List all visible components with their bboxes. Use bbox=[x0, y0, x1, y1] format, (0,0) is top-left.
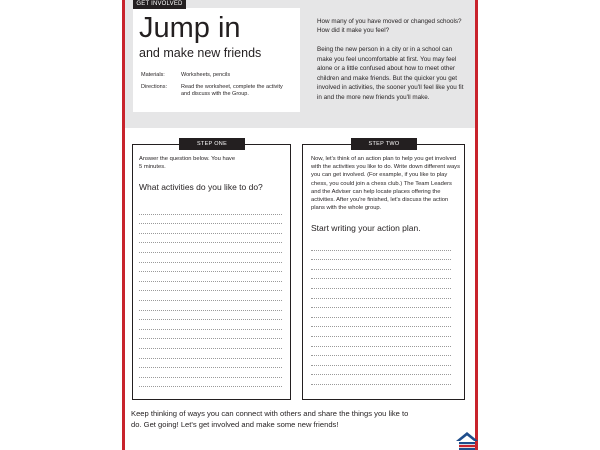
writing-line[interactable] bbox=[139, 349, 282, 359]
step-two-box bbox=[302, 141, 465, 400]
writing-line[interactable] bbox=[311, 279, 451, 289]
page-title: Jump in bbox=[139, 12, 241, 44]
step-one-instructions: Answer the question below. You have 5 minutes. bbox=[139, 156, 236, 171]
writing-line[interactable] bbox=[139, 282, 282, 292]
step-two-prompt: Start writing your action plan. bbox=[311, 223, 421, 233]
step-two-label: STEP TWO bbox=[351, 138, 417, 150]
writing-line[interactable] bbox=[139, 224, 282, 234]
directions-value: Read the worksheet, complete the activity and discuss with the Group. bbox=[181, 84, 283, 97]
writing-line[interactable] bbox=[139, 368, 282, 378]
writing-line[interactable] bbox=[139, 320, 282, 330]
closing-message: Keep thinking of ways you can connect with others and share the things you like to do. Get going! Let's get involved and make some new friends! bbox=[131, 409, 409, 429]
writing-line[interactable] bbox=[311, 327, 451, 337]
writing-line[interactable] bbox=[311, 251, 451, 261]
writing-line[interactable] bbox=[139, 311, 282, 321]
writing-line[interactable] bbox=[311, 241, 451, 251]
materials-value: Worksheets, pencils bbox=[181, 72, 231, 78]
step-one-box bbox=[132, 141, 291, 400]
writing-line[interactable] bbox=[139, 215, 282, 225]
writing-line[interactable] bbox=[139, 330, 282, 340]
writing-line[interactable] bbox=[139, 205, 282, 215]
step-one-question: What activities do you like to do? bbox=[139, 182, 263, 192]
step-one-answer-lines[interactable] bbox=[139, 205, 282, 387]
directions-label: Directions: bbox=[141, 84, 167, 90]
writing-line[interactable] bbox=[139, 291, 282, 301]
writing-line[interactable] bbox=[311, 337, 451, 347]
step-two-plan-lines[interactable] bbox=[311, 241, 451, 385]
writing-line[interactable] bbox=[139, 234, 282, 244]
intro-paragraph: Being the new person in a city or in a school can make you feel uncomfortable at first. You may feel alone or a little confused about how to meet other children and make friends. But the quicker you get involved in activities, the sooner you'll feel like you fit in and the more new friends you'll make. bbox=[317, 46, 464, 101]
writing-line[interactable] bbox=[139, 263, 282, 273]
materials-label: Materials: bbox=[141, 72, 165, 78]
writing-line[interactable] bbox=[139, 301, 282, 311]
writing-line[interactable] bbox=[311, 356, 451, 366]
step-one-label: STEP ONE bbox=[179, 138, 245, 150]
writing-line[interactable] bbox=[139, 243, 282, 253]
writing-line[interactable] bbox=[311, 366, 451, 376]
intro-question: How many of you have moved or changed schools? How did it make you feel? bbox=[317, 18, 462, 34]
writing-line[interactable] bbox=[311, 270, 451, 280]
step-two-instructions: Now, let's think of an action plan to help you get involved with the activities you like to do. Write down different ways you can get involved. (For example, if you like to play chess, you could join a chess club.) The Team Leaders and the Adviser can help locate places offering the activities. After you're finished, let's discuss the action plans with the whole group. bbox=[311, 156, 460, 212]
writing-line[interactable] bbox=[311, 299, 451, 309]
writing-line[interactable] bbox=[311, 318, 451, 328]
house-logo-icon bbox=[455, 431, 479, 450]
page-subtitle: and make new friends bbox=[139, 46, 262, 60]
writing-line[interactable] bbox=[311, 289, 451, 299]
writing-line[interactable] bbox=[311, 308, 451, 318]
writing-line[interactable] bbox=[139, 272, 282, 282]
category-tag: GET INVOLVED bbox=[133, 0, 186, 9]
writing-line[interactable] bbox=[139, 339, 282, 349]
writing-line[interactable] bbox=[311, 375, 451, 385]
writing-line[interactable] bbox=[311, 260, 451, 270]
right-red-border bbox=[475, 0, 478, 450]
writing-line[interactable] bbox=[139, 253, 282, 263]
writing-line[interactable] bbox=[311, 347, 451, 357]
writing-line[interactable] bbox=[139, 378, 282, 388]
writing-line[interactable] bbox=[139, 359, 282, 369]
